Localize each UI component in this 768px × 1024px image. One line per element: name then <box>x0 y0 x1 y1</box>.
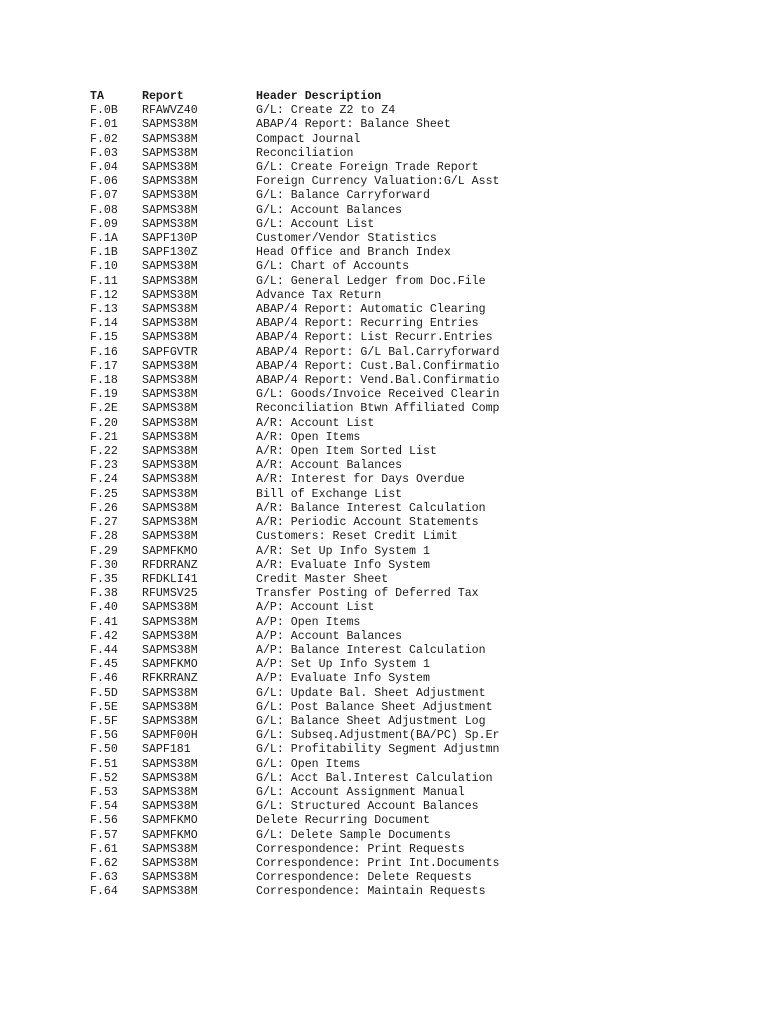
cell-description: A/P: Set Up Info System 1 <box>256 658 430 672</box>
cell-report: RFDKLI41 <box>142 572 198 586</box>
cell-ta: F.56 <box>90 814 118 828</box>
cell-report: SAPMS38M <box>142 402 198 416</box>
cell-description: ABAP/4 Report: Cust.Bal.Confirmatio <box>256 359 500 373</box>
cell-description: ABAP/4 Report: G/L Bal.Carryforward <box>256 345 500 359</box>
table-row <box>90 857 526 871</box>
cell-report: SAPMS38M <box>142 615 198 629</box>
cell-report: SAPMS38M <box>142 203 198 217</box>
cell-ta: F.06 <box>90 175 118 189</box>
cell-ta: F.30 <box>90 558 118 572</box>
cell-description: G/L: Delete Sample Documents <box>256 828 451 842</box>
cell-ta: F.17 <box>90 359 118 373</box>
cell-description: G/L: Account Balances <box>256 203 403 217</box>
cell-description: G/L: Account Assignment Manual <box>256 785 465 799</box>
table-row <box>90 303 526 317</box>
cell-description: G/L: Post Balance Sheet Adjustment <box>256 700 493 714</box>
cell-ta: F.02 <box>90 132 118 146</box>
cell-ta: F.28 <box>90 530 118 544</box>
table-row <box>90 829 526 843</box>
cell-description: A/P: Open Items <box>256 615 361 629</box>
cell-description: Head Office and Branch Index <box>256 246 451 260</box>
table-row <box>90 388 526 402</box>
table-row <box>90 275 526 289</box>
cell-ta: F.53 <box>90 785 118 799</box>
cell-report: SAPMS38M <box>142 189 198 203</box>
table-row <box>90 530 526 544</box>
cell-report: SAPMFKMO <box>142 814 198 828</box>
cell-description: A/R: Balance Interest Calculation <box>256 501 486 515</box>
column-header-ta: TA <box>90 90 104 103</box>
table-row <box>90 758 526 772</box>
cell-description: Correspondence: Print Requests <box>256 842 465 856</box>
cell-report: SAPMS38M <box>142 530 198 544</box>
table-row <box>90 644 526 658</box>
cell-ta: F.21 <box>90 430 118 444</box>
cell-ta: F.45 <box>90 658 118 672</box>
cell-report: SAPF130Z <box>142 246 198 260</box>
cell-ta: F.42 <box>90 629 118 643</box>
cell-report: SAPMS38M <box>142 501 198 515</box>
cell-description: A/R: Interest for Days Overdue <box>256 473 465 487</box>
table-row <box>90 317 526 331</box>
cell-report: SAPMS38M <box>142 800 198 814</box>
cell-description: Correspondence: Maintain Requests <box>256 885 486 899</box>
table-row <box>90 843 526 857</box>
cell-report: SAPMS38M <box>142 161 198 175</box>
table-row <box>90 260 526 274</box>
cell-ta: F.18 <box>90 374 118 388</box>
table-row <box>90 502 526 516</box>
cell-ta: F.38 <box>90 587 118 601</box>
cell-ta: F.19 <box>90 388 118 402</box>
cell-description: G/L: Open Items <box>256 757 361 771</box>
cell-report: SAPMS38M <box>142 260 198 274</box>
table-row <box>90 772 526 786</box>
table-row <box>90 616 526 630</box>
cell-report: SAPMS38M <box>142 714 198 728</box>
cell-report: SAPMS38M <box>142 643 198 657</box>
cell-ta: F.01 <box>90 118 118 132</box>
table-row <box>90 601 526 615</box>
table-row <box>90 559 526 573</box>
cell-ta: F.5G <box>90 729 118 743</box>
table-row <box>90 204 526 218</box>
cell-ta: F.46 <box>90 672 118 686</box>
table-row <box>90 147 526 161</box>
table-row <box>90 687 526 701</box>
cell-report: SAPMS38M <box>142 175 198 189</box>
cell-ta: F.04 <box>90 161 118 175</box>
cell-ta: F.20 <box>90 416 118 430</box>
cell-ta: F.5F <box>90 714 118 728</box>
cell-report: SAPMS38M <box>142 459 198 473</box>
cell-report: SAPMS38M <box>142 374 198 388</box>
table-row <box>90 417 526 431</box>
cell-description: Foreign Currency Valuation:G/L Asst <box>256 175 500 189</box>
table-row <box>90 814 526 828</box>
table-row <box>90 459 526 473</box>
cell-report: SAPMS38M <box>142 473 198 487</box>
cell-description: ABAP/4 Report: Balance Sheet <box>256 118 451 132</box>
cell-report: SAPMS38M <box>142 601 198 615</box>
cell-ta: F.5E <box>90 700 118 714</box>
cell-ta: F.54 <box>90 800 118 814</box>
table-row <box>90 104 526 118</box>
cell-report: SAPMFKMO <box>142 658 198 672</box>
cell-ta: F.10 <box>90 260 118 274</box>
cell-description: Advance Tax Return <box>256 288 382 302</box>
cell-ta: F.1B <box>90 246 118 260</box>
cell-report: SAPMS38M <box>142 317 198 331</box>
cell-ta: F.64 <box>90 885 118 899</box>
cell-ta: F.27 <box>90 516 118 530</box>
cell-description: G/L: Profitability Segment Adjustmn <box>256 743 500 757</box>
cell-ta: F.44 <box>90 643 118 657</box>
cell-description: A/P: Balance Interest Calculation <box>256 643 486 657</box>
cell-description: ABAP/4 Report: Recurring Entries <box>256 317 479 331</box>
cell-report: RFAWVZ40 <box>142 104 198 118</box>
cell-report: SAPMS38M <box>142 217 198 231</box>
cell-ta: F.07 <box>90 189 118 203</box>
cell-report: SAPMS38M <box>142 871 198 885</box>
cell-description: G/L: Create Foreign Trade Report <box>256 161 479 175</box>
cell-ta: F.22 <box>90 445 118 459</box>
table-row <box>90 161 526 175</box>
cell-report: SAPMS38M <box>142 445 198 459</box>
table-row <box>90 743 526 757</box>
cell-report: SAPMS38M <box>142 516 198 530</box>
cell-report: SAPMS38M <box>142 146 198 160</box>
cell-report: SAPMFKMO <box>142 544 198 558</box>
cell-description: Delete Recurring Document <box>256 814 430 828</box>
cell-description: A/R: Account List <box>256 416 375 430</box>
cell-description: Credit Master Sheet <box>256 572 389 586</box>
cell-description: G/L: Balance Carryforward <box>256 189 430 203</box>
cell-report: SAPMS38M <box>142 274 198 288</box>
cell-report: SAPMS38M <box>142 388 198 402</box>
cell-description: G/L: Structured Account Balances <box>256 800 479 814</box>
table-row <box>90 431 526 445</box>
table-row <box>90 232 526 246</box>
table-row <box>90 488 526 502</box>
cell-description: Correspondence: Delete Requests <box>256 871 472 885</box>
table-row <box>90 516 526 530</box>
cell-ta: F.62 <box>90 856 118 870</box>
table-row <box>90 701 526 715</box>
cell-report: SAPMS38M <box>142 288 198 302</box>
cell-ta: F.23 <box>90 459 118 473</box>
cell-ta: F.29 <box>90 544 118 558</box>
cell-ta: F.50 <box>90 743 118 757</box>
cell-ta: F.52 <box>90 771 118 785</box>
cell-report: RFKRRANZ <box>142 672 198 686</box>
table-row <box>90 331 526 345</box>
cell-description: G/L: Chart of Accounts <box>256 260 410 274</box>
cell-ta: F.11 <box>90 274 118 288</box>
cell-description: A/R: Evaluate Info System <box>256 558 430 572</box>
cell-ta: F.51 <box>90 757 118 771</box>
table-row <box>90 118 526 132</box>
cell-report: SAPMS38M <box>142 487 198 501</box>
cell-description: Bill of Exchange List <box>256 487 403 501</box>
cell-description: Compact Journal <box>256 132 361 146</box>
table-row <box>90 402 526 416</box>
cell-ta: F.40 <box>90 601 118 615</box>
cell-description: A/R: Periodic Account Statements <box>256 516 479 530</box>
cell-report: SAPMS38M <box>142 430 198 444</box>
cell-description: G/L: General Ledger from Doc.File <box>256 274 486 288</box>
cell-report: SAPMS38M <box>142 303 198 317</box>
cell-report: SAPMS38M <box>142 132 198 146</box>
cell-description: ABAP/4 Report: List Recurr.Entries <box>256 331 493 345</box>
table-row <box>90 246 526 260</box>
cell-description: A/P: Account List <box>256 601 375 615</box>
cell-ta: F.5D <box>90 686 118 700</box>
cell-description: A/P: Account Balances <box>256 629 403 643</box>
cell-ta: F.0B <box>90 104 118 118</box>
table-row <box>90 374 526 388</box>
table-row <box>90 133 526 147</box>
cell-report: SAPF181 <box>142 743 191 757</box>
table-row <box>90 786 526 800</box>
cell-report: SAPMS38M <box>142 757 198 771</box>
cell-description: G/L: Account List <box>256 217 375 231</box>
cell-report: SAPMS38M <box>142 771 198 785</box>
table-row <box>90 360 526 374</box>
table-row <box>90 871 526 885</box>
cell-description: Reconciliation <box>256 146 354 160</box>
cell-report: SAPMS38M <box>142 700 198 714</box>
cell-ta: F.03 <box>90 146 118 160</box>
cell-report: SAPMFKMO <box>142 828 198 842</box>
table-row <box>90 346 526 360</box>
cell-description: ABAP/4 Report: Automatic Clearing <box>256 303 486 317</box>
cell-ta: F.12 <box>90 288 118 302</box>
transaction-table <box>90 90 526 900</box>
cell-report: SAPMS38M <box>142 686 198 700</box>
cell-report: SAPMS38M <box>142 416 198 430</box>
table-row <box>90 175 526 189</box>
cell-report: SAPMS38M <box>142 785 198 799</box>
cell-description: Reconciliation Btwn Affiliated Comp <box>256 402 500 416</box>
table-row <box>90 545 526 559</box>
cell-description: ABAP/4 Report: Vend.Bal.Confirmatio <box>256 374 500 388</box>
cell-description: Customers: Reset Credit Limit <box>256 530 458 544</box>
cell-ta: F.25 <box>90 487 118 501</box>
table-row <box>90 800 526 814</box>
cell-ta: F.61 <box>90 842 118 856</box>
cell-description: G/L: Subseq.Adjustment(BA/PC) Sp.Er <box>256 729 500 743</box>
cell-report: SAPF130P <box>142 232 198 246</box>
cell-report: RFDRRANZ <box>142 558 198 572</box>
cell-report: SAPMF00H <box>142 729 198 743</box>
cell-description: Customer/Vendor Statistics <box>256 232 437 246</box>
cell-ta: F.1A <box>90 232 118 246</box>
cell-description: G/L: Acct Bal.Interest Calculation <box>256 771 493 785</box>
cell-ta: F.16 <box>90 345 118 359</box>
cell-description: A/R: Set Up Info System 1 <box>256 544 430 558</box>
column-header-description: Header Description <box>256 90 382 103</box>
cell-description: G/L: Balance Sheet Adjustment Log <box>256 714 486 728</box>
table-row <box>90 587 526 601</box>
cell-description: A/P: Evaluate Info System <box>256 672 430 686</box>
table-row <box>90 885 526 899</box>
cell-ta: F.41 <box>90 615 118 629</box>
cell-description: G/L: Update Bal. Sheet Adjustment <box>256 686 486 700</box>
table-row <box>90 729 526 743</box>
table-row <box>90 289 526 303</box>
cell-description: A/R: Account Balances <box>256 459 403 473</box>
cell-ta: F.09 <box>90 217 118 231</box>
cell-report: SAPMS38M <box>142 856 198 870</box>
table-row <box>90 473 526 487</box>
table-row <box>90 658 526 672</box>
cell-ta: F.2E <box>90 402 118 416</box>
table-row <box>90 573 526 587</box>
cell-report: SAPMS38M <box>142 331 198 345</box>
cell-ta: F.08 <box>90 203 118 217</box>
table-row <box>90 189 526 203</box>
table-body <box>90 104 526 899</box>
cell-description: Correspondence: Print Int.Documents <box>256 856 500 870</box>
table-row <box>90 445 526 459</box>
cell-description: A/R: Open Item Sorted List <box>256 445 437 459</box>
table-row <box>90 672 526 686</box>
cell-report: RFUMSV25 <box>142 587 198 601</box>
column-header-report: Report <box>142 90 184 103</box>
cell-report: SAPMS38M <box>142 118 198 132</box>
cell-ta: F.15 <box>90 331 118 345</box>
table-row <box>90 630 526 644</box>
cell-ta: F.26 <box>90 501 118 515</box>
table-header-row <box>90 90 526 104</box>
cell-report: SAPFGVTR <box>142 345 198 359</box>
cell-ta: F.57 <box>90 828 118 842</box>
cell-ta: F.13 <box>90 303 118 317</box>
table-row <box>90 218 526 232</box>
cell-ta: F.14 <box>90 317 118 331</box>
cell-report: SAPMS38M <box>142 885 198 899</box>
cell-description: A/R: Open Items <box>256 430 361 444</box>
cell-report: SAPMS38M <box>142 842 198 856</box>
cell-description: G/L: Create Z2 to Z4 <box>256 104 396 118</box>
cell-report: SAPMS38M <box>142 359 198 373</box>
cell-description: G/L: Goods/Invoice Received Clearin <box>256 388 500 402</box>
cell-ta: F.63 <box>90 871 118 885</box>
cell-ta: F.35 <box>90 572 118 586</box>
table-row <box>90 715 526 729</box>
cell-description: Transfer Posting of Deferred Tax <box>256 587 479 601</box>
cell-ta: F.24 <box>90 473 118 487</box>
cell-report: SAPMS38M <box>142 629 198 643</box>
